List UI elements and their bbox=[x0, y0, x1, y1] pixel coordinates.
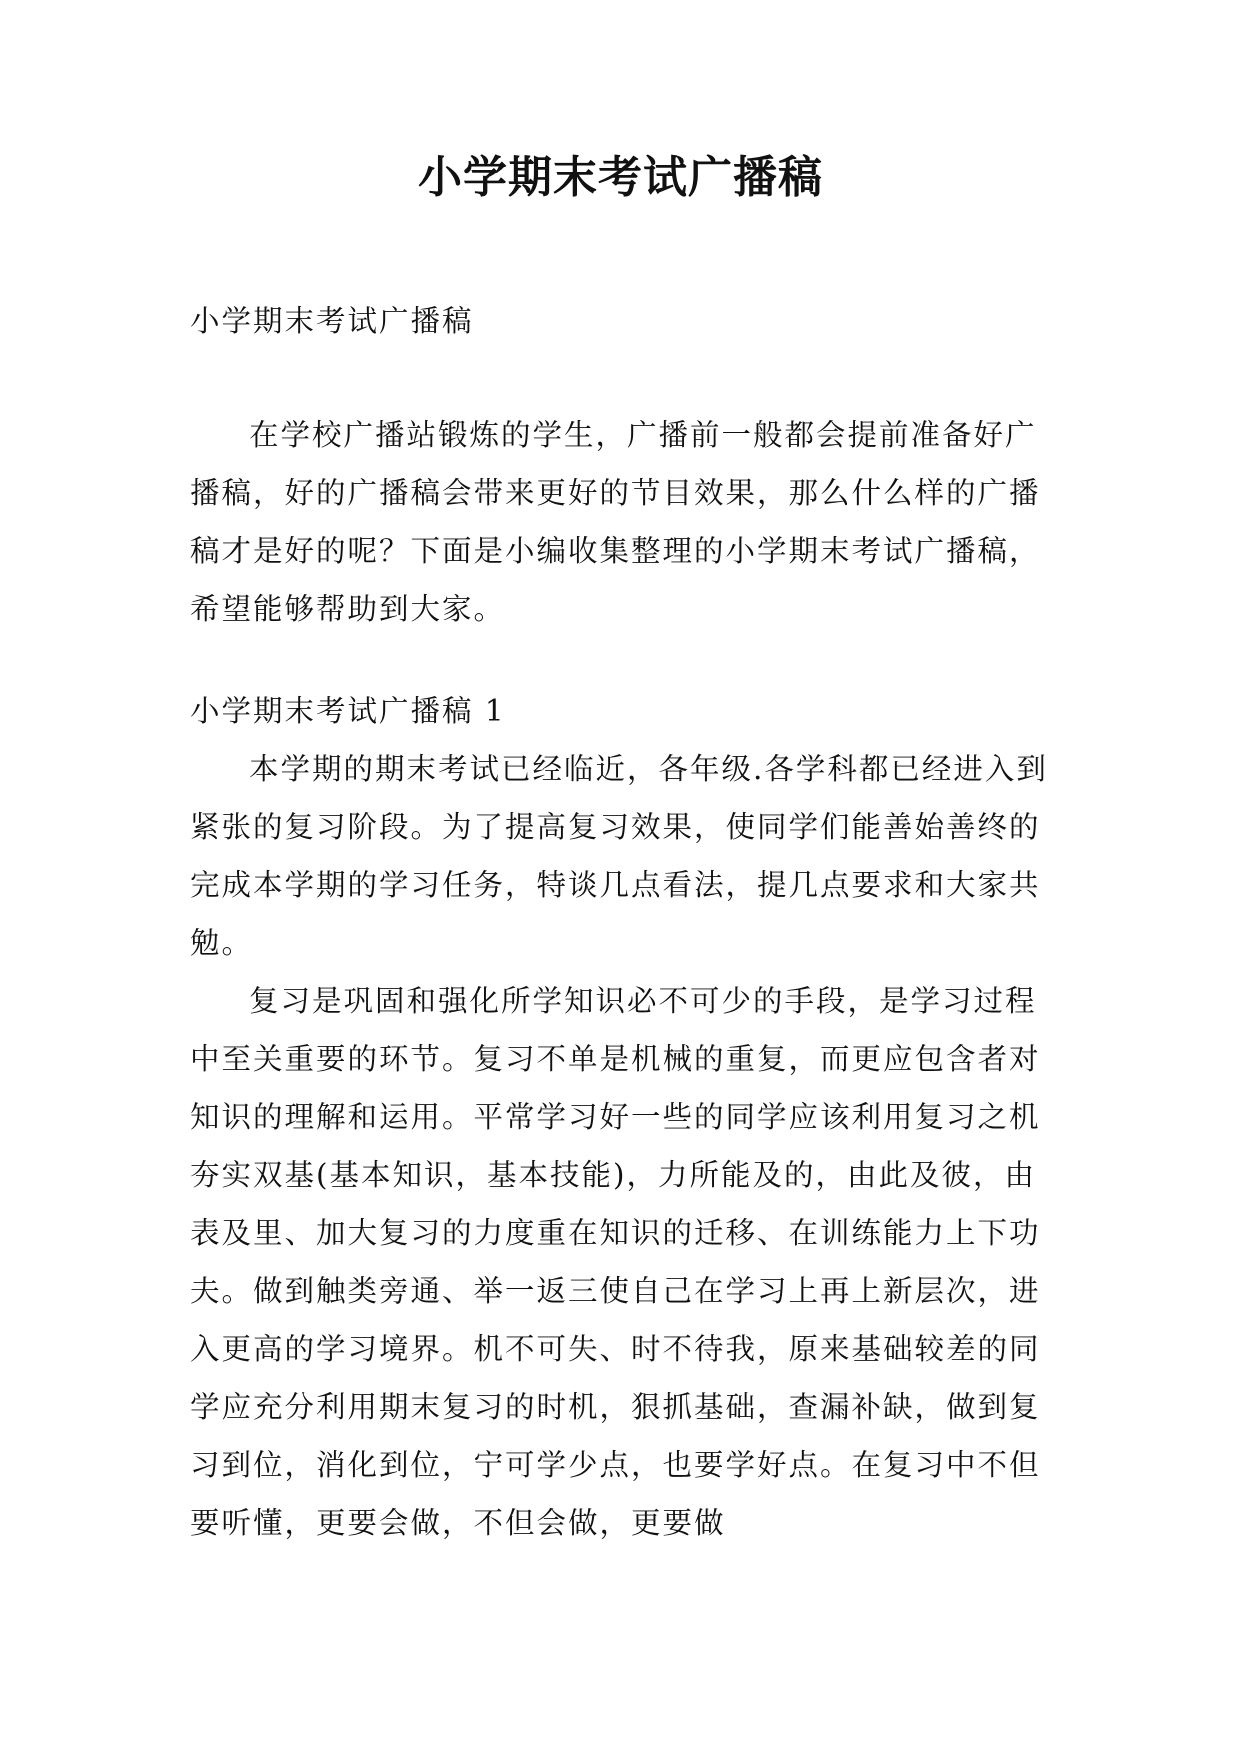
body-paragraph-1: 本学期的期末考试已经临近，各年级.各学科都已经进入到紧张的复习阶段。为了提高复习效果，使同学们能善始善终的完成本学期的学习任务，特谈几点看法，提几点要求和大家共勉。 bbox=[190, 752, 1048, 960]
body-paragraph-2: 复习是巩固和强化所学知识必不可少的手段，是学习过程中至关重要的环节。复习不单是机械的重复，而更应包含者对知识的理解和运用。平常学习好一些的同学应该利用复习之机夯实双基(基本知识，基本技能)，力所能及的，由此及彼，由表及里、加大复习的力度重在知识的迁移、在训练能力上下功夫。做到触类旁通、举一返三使自己在学习上再上新层次，进入更高的学习境界。机不可失、时不待我，原来基础较差的同学应充分利用期末复习的时机，狠抓基础，查漏补缺，做到复习到位，消化到位，宁可学少点，也要学好点。在复习中不但要听懂，更要会做，不但会做，更要做 bbox=[190, 984, 1041, 1540]
intro-paragraph: 在学校广播站锻炼的学生，广播前一般都会提前准备好广播稿，好的广播稿会带来更好的节目效果，那么什么样的广播稿才是好的呢？下面是小编收集整理的小学期末考试广播稿，希望能够帮助到大家。 bbox=[190, 418, 1041, 626]
section-heading: 小学期末考试广播稿 1 bbox=[190, 694, 506, 728]
document-body bbox=[190, 292, 1048, 1552]
document-subtitle: 小学期末考试广播稿 bbox=[190, 304, 474, 338]
document-title: 小学期末考试广播稿 bbox=[418, 152, 823, 203]
